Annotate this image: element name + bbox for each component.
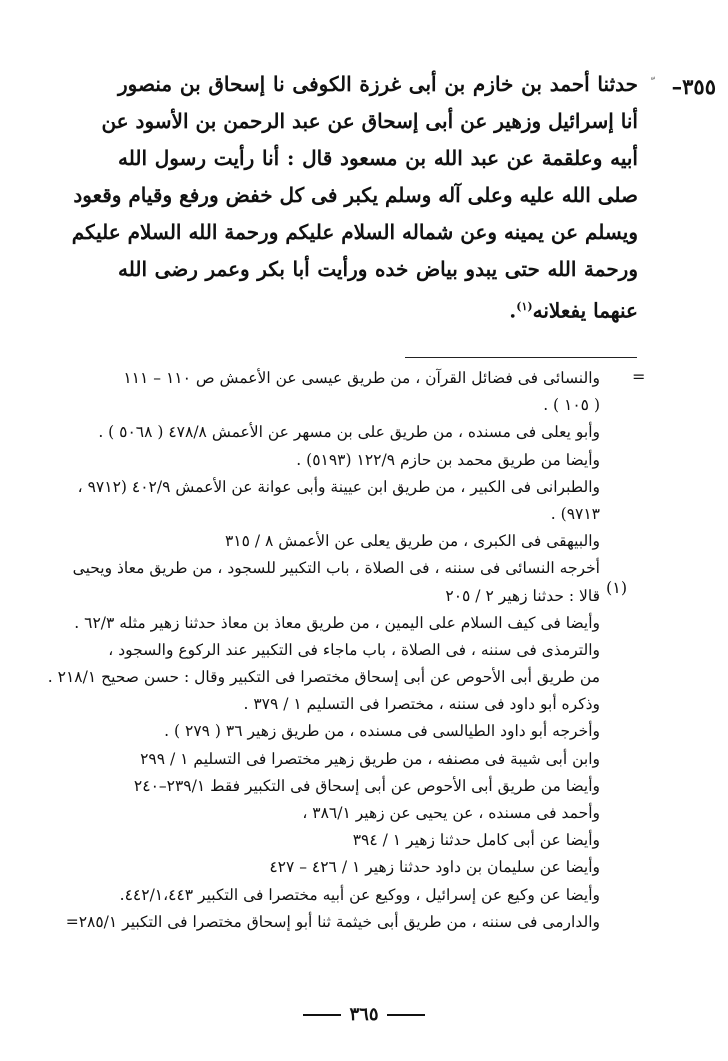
footnote-line: وأحمد فى مسنده ، عن يحيى عن زهير ٣٨٦/١ ، — [302, 804, 600, 822]
footnote-line: وذكره أبو داود فى سننه ، مختصرا فى التسليم ١ / ٣٧٩ . — [243, 695, 600, 714]
footnote-line: والترمذى فى سننه ، فى الصلاة ، باب ماجاء فى التكبير عند الركوع والسجود ، — [108, 640, 600, 659]
hadith-line-6: ورحمة الله حتى يبدو بياض خده ورأيت أبا بكر وعمر رضى الله — [118, 257, 638, 281]
footnote-label: (١) — [606, 578, 628, 597]
footnote-line: والدارمى فى سننه ، من طريق أبى خيثمة ثنا أبو إسحاق مختصرا فى التكبير ٢٨٥/١= — [65, 912, 600, 931]
footnote-line: وأيضا عن أبى كامل حدثنا زهير ١ / ٣٩٤ — [352, 831, 600, 850]
footnote-line: ( ١٠٥ ) . — [543, 396, 600, 415]
hadith-line-4: صلى الله عليه وعلى آله وسلم يكبر فى كل خفض ورفع وقيام وقعود — [73, 183, 638, 207]
hadith-number: ٣٥٥– — [671, 74, 716, 99]
footnote-reference: (١) — [516, 300, 533, 313]
footnote-line: قالا : حدثنا زهير ٢ / ٢٠٥ — [445, 586, 600, 605]
hadith-last-words: عنهما يفعلانه — [532, 298, 638, 323]
hadith-end-dot: . — [509, 298, 517, 323]
footnote-line: وأيضا عن سليمان بن داود حدثنا زهير ١ / ٤٢٦ – ٤٢٧ — [269, 858, 600, 877]
hadith-line-3: أبيه وعلقمة عن عبد الله بن مسعود قال : أنا رأيت رسول الله — [118, 146, 638, 170]
footnote-line: وأبو يعلى فى مسنده ، من طريق على بن مسهر عن الأعمش ٤٧٨/٨ ( ٥٠٦٨ ) . — [98, 423, 600, 442]
footnote-line: وأيضا فى كيف السلام على اليمين ، من طريق معاذ بن معاذ حدثنا زهير مثله ٦٢/٣ . — [74, 613, 600, 632]
footnote-line: أخرجه النسائى فى سننه ، فى الصلاة ، باب التكبير للسجود ، من طريق معاذ ويحيى — [72, 559, 600, 578]
footnote-separator — [405, 357, 637, 358]
footnotes — [47, 365, 600, 936]
hadith-line-2: أنا إسرائيل وزهير عن أبى إسحاق عن عبد الرحمن بن الأسود عن — [101, 109, 638, 133]
footnote-line: ٩٧١٣) . — [550, 504, 600, 523]
page-number-footer — [0, 1004, 728, 1025]
footnote-line: وأيضا من طريق محمد بن حازم ١٢٢/٩ (٥١٩٣) . — [296, 450, 600, 469]
footnote-line: والبيهقى فى الكبرى ، من طريق يعلى عن الأعمش ٨ / ٣١٥ — [224, 532, 600, 551]
footnote-line: وأيضا عن وكيع عن إسرائيل ، ووكيع عن أبيه مختصرا فى التكبير ٤٤٢/١،٤٤٣. — [119, 885, 600, 904]
footnote-line: وأيضا من طريق أبى الأحوص عن أبى إسحاق فى التكبير فقط ٢٣٩/١–٢٤٠ — [133, 776, 600, 795]
footnote-line: وأخرجه أبو داود الطيالسى فى مسنده ، من طريق زهير ٣٦ ( ٢٧٩ ) . — [164, 722, 600, 741]
continuation-mark: = — [632, 367, 646, 386]
footnote-line: والنسائى فى فضائل القرآن ، من طريق عيسى عن الأعمش ص ١١٠ – ١١١ — [123, 369, 600, 387]
hadith-line-7 — [118, 288, 638, 325]
page-number: ٣٦٥ — [349, 1004, 379, 1025]
footnote-line: والطبرانى فى الكبير ، من طريق ابن عيينة وأبى عوانة عن الأعمش ٤٠٢/٩ (٩٧١٢ ، — [77, 477, 600, 496]
page-number-dash — [303, 1014, 341, 1016]
hadith-line-1: حدثنا أحمد بن خازم بن أبى غرزة الكوفى نا إسحاق بن منصور — [118, 72, 638, 96]
hadith-text — [71, 66, 716, 325]
page-number-dash — [387, 1014, 425, 1016]
footnote-line: من طريق أبى الأحوص عن أبى إسحاق مختصرا فى التكبير وقال : حسن صحيح ٢١٨/١ . — [47, 668, 600, 687]
footnote-line: وابن أبى شيبة فى مصنفه ، من طريق زهير مختصرا فى التسليم ١ / ٢٩٩ — [140, 749, 600, 768]
hadith-line-5: ويسلم عن يمينه وعن شماله السلام عليكم ورحمة الله السلام عليكم — [71, 220, 638, 244]
